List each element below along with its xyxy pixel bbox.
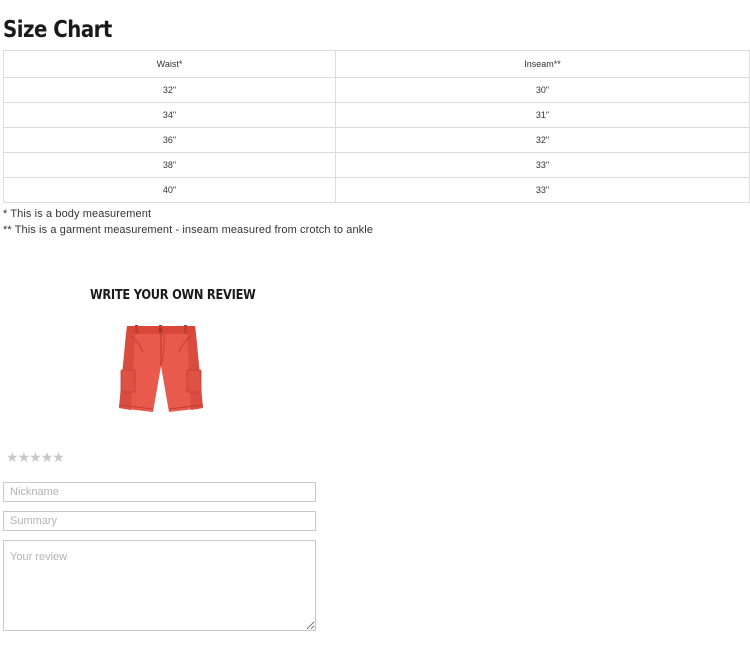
table-row — [4, 153, 750, 178]
inseam-cell: 33" — [336, 178, 750, 203]
inseam-cell: 31" — [336, 103, 750, 128]
summary-field[interactable] — [3, 511, 316, 531]
nickname-field[interactable] — [3, 482, 316, 502]
star-icon[interactable]: ★ — [6, 449, 18, 465]
table-row — [4, 128, 750, 153]
inseam-cell: 32" — [336, 128, 750, 153]
star-icon[interactable]: ★ — [17, 449, 30, 465]
table-header-row — [4, 51, 750, 78]
table-row — [4, 78, 750, 103]
table-row — [4, 103, 750, 128]
column-header-waist: Waist* — [4, 51, 336, 78]
waist-cell: 40" — [4, 178, 336, 203]
waist-cell: 38" — [4, 153, 336, 178]
star-icon[interactable]: ★ — [40, 449, 53, 465]
review-textarea[interactable] — [3, 540, 316, 631]
page-title: Size Chart — [3, 17, 112, 43]
footnote-garment-measurement: ** This is a garment measurement - inseam measured from crotch to ankle — [3, 224, 374, 236]
size-chart-table — [3, 50, 750, 203]
star-icon[interactable]: ★ — [52, 449, 64, 465]
shorts-product-image — [113, 320, 209, 416]
footnote-body-measurement: * This is a body measurement — [3, 208, 152, 220]
column-header-inseam: Inseam** — [336, 51, 750, 78]
waist-cell: 34" — [4, 103, 336, 128]
inseam-cell: 30" — [336, 78, 750, 103]
review-heading: WRITE YOUR OWN REVIEW — [90, 288, 256, 303]
star-rating[interactable] — [6, 449, 64, 466]
star-icon[interactable]: ★ — [29, 449, 41, 465]
waist-cell: 36" — [4, 128, 336, 153]
table-row — [4, 178, 750, 203]
waist-cell: 32" — [4, 78, 336, 103]
inseam-cell: 33" — [336, 153, 750, 178]
